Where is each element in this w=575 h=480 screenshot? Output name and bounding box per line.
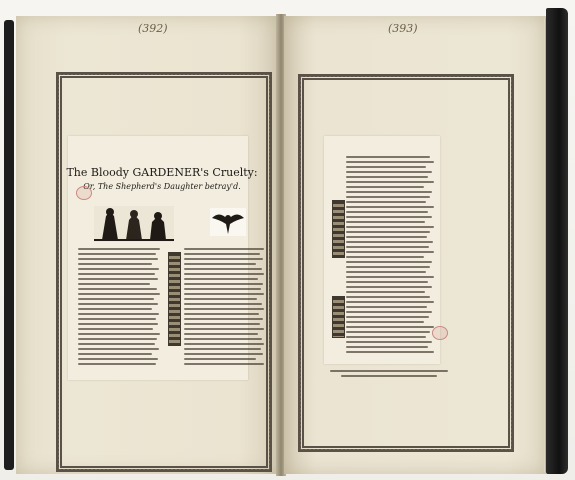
ballad-title: The Bloody GARDENER's Cruelty: — [66, 166, 258, 179]
ballad-subtitle: Or, The Shepherd's Daughter betray'd. — [83, 182, 241, 191]
left-page — [16, 16, 278, 474]
right-page-text — [346, 156, 434, 356]
printer-imprint — [330, 370, 448, 380]
right-page — [284, 16, 546, 474]
left-binding — [4, 20, 14, 470]
open-book — [4, 8, 568, 474]
right-vertical-ornament-top — [332, 200, 345, 258]
left-column-text — [78, 248, 160, 368]
library-stamp-right — [432, 326, 448, 340]
right-binding — [546, 8, 568, 474]
left-vertical-ornament — [168, 252, 181, 346]
woodcut-figures-image — [94, 206, 174, 242]
right-folio: (393) — [388, 22, 418, 35]
right-vertical-ornament-bottom — [332, 296, 345, 338]
woodcut-bird-image — [210, 208, 246, 236]
left-folio: (392) — [138, 22, 168, 35]
right-column-text — [184, 248, 264, 368]
library-stamp — [76, 186, 92, 200]
